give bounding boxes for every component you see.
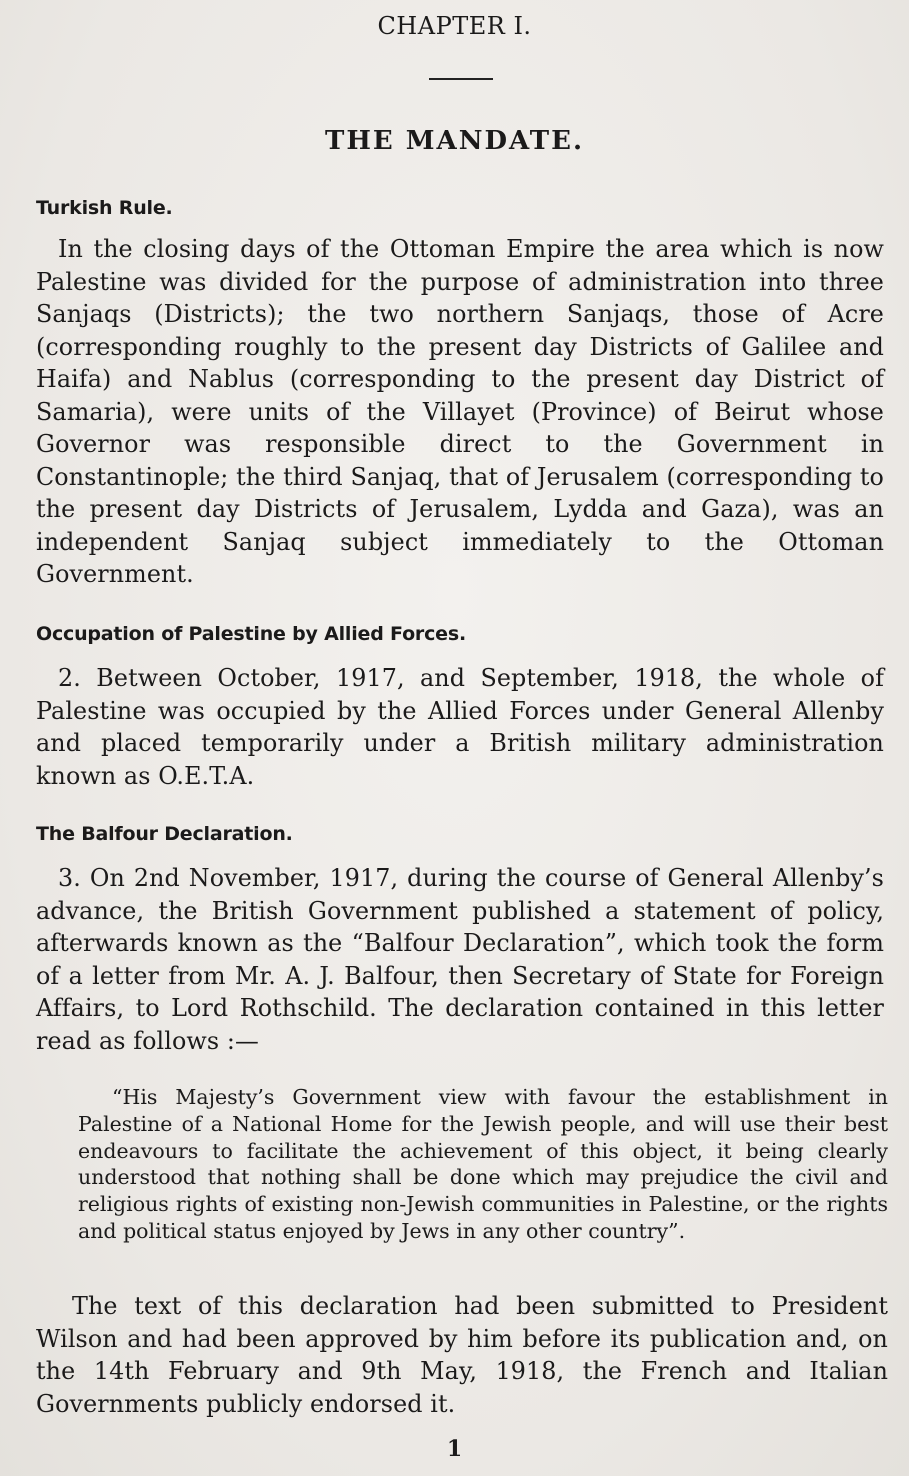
chapter-title: THE MANDATE. — [324, 126, 584, 156]
section-heading-balfour-declaration: The Balfour Declaration. — [36, 823, 293, 845]
paragraph-turkish-rule: In the closing days of the Ottoman Empire the area which is now Palestine was divided for the purpose of administration into three Sanjaqs (Districts); the two northern Sanjaqs, those of Acre (corresponding roughly to the present day Districts of Galilee and Haifa) and Nablus (corresponding to the present day District of Samaria), were units of the Villayet (Province) of Beirut whose Governor was responsible direct to the Government in Constantinople; the third Sanjaq, that of Jerusalem (corresponding to the present day Districts of Jerusalem, Lydda and Gaza), was an independent Sanjaq subject immediately to the Ottoman Government. — [36, 235, 884, 588]
page-number: 1 — [446, 1436, 463, 1462]
chapter-heading: CHAPTER I. — [377, 12, 532, 40]
chapter-divider-rule — [429, 78, 493, 80]
balfour-declaration-quote: “His Majesty’s Government view with favour the establishment in Palestine of a National Home for the Jewish people, and will use their best endeavours to facilitate the achievement of this object, it being clearly understood that nothing shall be done which may prejudice the civil and religious rights of existing non-Jewish communities in Palestine, or the rights and political status enjoyed by Jews in any other country”. — [78, 1085, 888, 1243]
paragraph-declaration-endorsement: The text of this declaration had been submitted to President Wilson and had been approved by him before its publication and, on the 14th February and 9th May, 1918, the French and Italian Governments publicly endorsed it. — [36, 1292, 888, 1418]
section-heading-occupation: Occupation of Palestine by Allied Forces. — [36, 623, 466, 645]
paragraph-occupation: 2. Between October, 1917, and September, 1918, the whole of Palestine was occupied by the Allied Forces under General Allenby and placed temporarily under a British military administration known as O.E.T.A. — [36, 664, 884, 790]
paragraph-balfour-declaration: 3. On 2nd November, 1917, during the course of General Allenby’s advance, the British Government published a statement of policy, afterwards known as the “Balfour Declaration”, which took the form of a letter from Mr. A. J. Balfour, then Secretary of State for Foreign Affairs, to Lord Rothschild. The declaration contained in this letter read as follows :— — [36, 864, 884, 1055]
section-heading-turkish-rule: Turkish Rule. — [36, 197, 173, 219]
